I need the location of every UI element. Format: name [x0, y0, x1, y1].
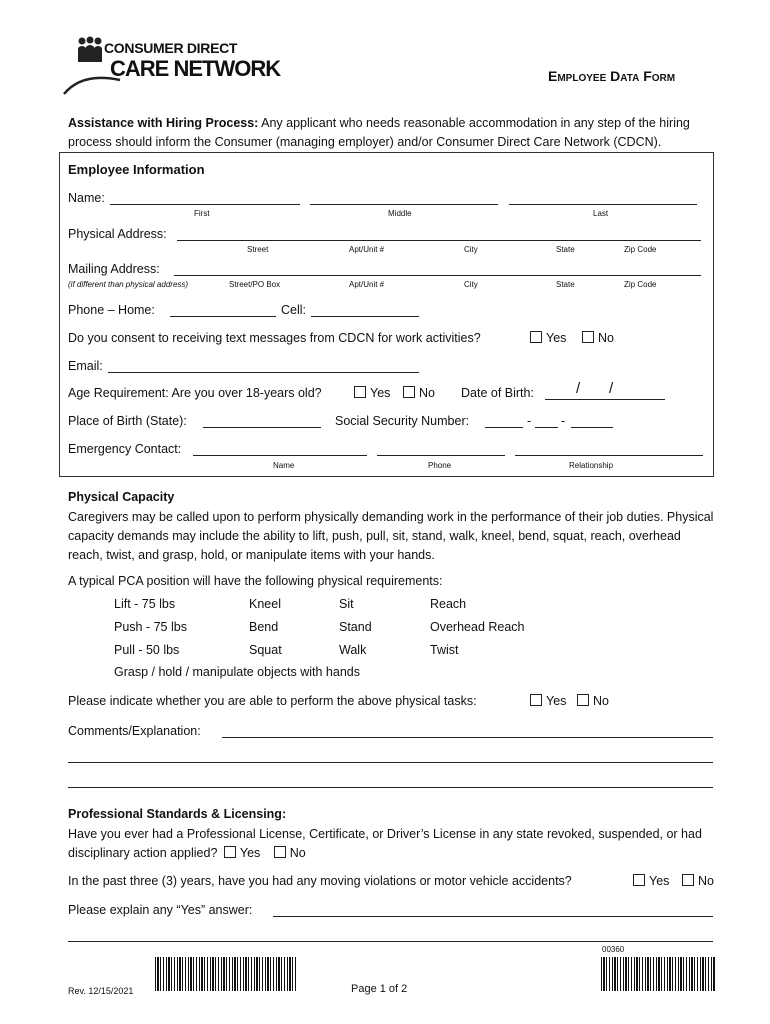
- ability-question: Please indicate whether you are able to perform the above physical tasks:: [68, 694, 477, 708]
- cell-label: Cell:: [281, 303, 307, 317]
- dob-label: Date of Birth:: [461, 386, 534, 400]
- ssn-part3-field[interactable]: [571, 427, 613, 428]
- explain-field-line-1[interactable]: [273, 916, 713, 917]
- age-no-option[interactable]: [403, 386, 435, 400]
- consent-no-checkbox[interactable]: [582, 331, 594, 343]
- name-first-field[interactable]: [110, 204, 300, 205]
- ability-yes-checkbox[interactable]: [530, 694, 542, 706]
- licensing-q2-no-checkbox[interactable]: [682, 874, 694, 886]
- ssn-part2-field[interactable]: [535, 427, 558, 428]
- ability-no-checkbox[interactable]: [577, 694, 589, 706]
- req-cell: Kneel: [249, 597, 281, 611]
- physical-sub-city: City: [464, 245, 478, 254]
- ability-yes-label: Yes: [546, 694, 567, 708]
- assistance-lead: Assistance with Hiring Process:: [68, 116, 259, 130]
- name-label: Name:: [68, 191, 105, 205]
- req-cell: Bend: [249, 620, 279, 634]
- licensing-q1-yes-label: Yes: [239, 846, 261, 860]
- physical-capacity-heading: Physical Capacity: [68, 490, 175, 504]
- birthplace-field[interactable]: [203, 427, 321, 428]
- emergency-sub-name: Name: [273, 461, 295, 470]
- mailing-sub-state: State: [556, 280, 575, 289]
- form-code: 00360: [602, 945, 625, 954]
- req-cell: Reach: [430, 597, 467, 611]
- assistance-paragraph: [68, 114, 718, 152]
- cell-field[interactable]: [311, 316, 419, 317]
- assistance-text: Any applicant who needs reasonable accommodation in any step of the hiring process should inform the Consumer (managing employer) and/or Consumer Direct Care Network (CDCN).: [68, 116, 690, 149]
- mailing-sub-street: Street/PO Box: [229, 280, 281, 289]
- ssn-label: Social Security Number:: [335, 414, 470, 428]
- physical-sub-apt: Apt/Unit #: [349, 245, 385, 254]
- phone-home-label: Phone – Home:: [68, 303, 155, 317]
- licensing-heading: Professional Standards & Licensing:: [68, 807, 287, 821]
- emergency-sub-relationship: Relationship: [569, 461, 614, 470]
- employee-info-box: [59, 152, 714, 477]
- logo-line1: CONSUMER DIRECT: [104, 40, 238, 56]
- explain-label: Please explain any “Yes” answer:: [68, 903, 253, 917]
- licensing-q2-yes-option[interactable]: [633, 874, 669, 888]
- ability-no-label: No: [593, 694, 609, 708]
- consent-no-option[interactable]: [582, 331, 614, 345]
- req-last-row: Grasp / hold / manipulate objects with hands: [114, 665, 360, 679]
- req-cell: Walk: [339, 643, 367, 657]
- physical-sub-street: Street: [247, 245, 269, 254]
- ability-yes-option[interactable]: [530, 694, 566, 708]
- phone-home-field[interactable]: [170, 316, 276, 317]
- emergency-label: Emergency Contact:: [68, 442, 182, 456]
- mailing-address-field[interactable]: [174, 275, 701, 276]
- req-cell: Pull - 50 lbs: [114, 643, 180, 657]
- physical-sub-state: State: [556, 245, 575, 254]
- comments-field-line-3[interactable]: [68, 787, 713, 788]
- licensing-q1-no-label: No: [289, 846, 306, 860]
- ssn-sep-2: -: [561, 414, 566, 428]
- licensing-q1-yes-option[interactable]: [224, 846, 260, 860]
- consent-no-label: No: [598, 331, 614, 345]
- birthplace-label: Place of Birth (State):: [68, 414, 187, 428]
- emergency-name-field[interactable]: [193, 455, 367, 456]
- name-sub-middle: Middle: [388, 209, 412, 218]
- age-yes-checkbox[interactable]: [354, 386, 366, 398]
- page-number: Page 1 of 2: [351, 983, 408, 995]
- req-cell: Squat: [249, 643, 282, 657]
- ability-no-option[interactable]: [577, 694, 609, 708]
- logo-line2: CARE NETWORK: [110, 56, 281, 81]
- req-cell: Lift - 75 lbs: [114, 597, 176, 611]
- req-cell: Sit: [339, 597, 354, 611]
- barcode-right: [601, 957, 716, 991]
- req-cell: Twist: [430, 643, 459, 657]
- email-field[interactable]: [108, 372, 419, 373]
- email-label: Email:: [68, 359, 103, 373]
- name-last-field[interactable]: [509, 204, 697, 205]
- employee-info-heading: Employee Information: [68, 162, 205, 177]
- licensing-q1-block: [68, 825, 718, 863]
- licensing-q1-no-option[interactable]: [274, 846, 306, 860]
- comments-field-line-2[interactable]: [68, 762, 713, 763]
- licensing-q1-no-checkbox[interactable]: [274, 846, 286, 858]
- comments-field-line-1[interactable]: [222, 737, 713, 738]
- age-yes-option[interactable]: [354, 386, 390, 400]
- emergency-relationship-field[interactable]: [515, 455, 703, 456]
- age-no-label: No: [419, 386, 435, 400]
- dob-sep-1: /: [576, 380, 581, 397]
- age-yes-label: Yes: [370, 386, 391, 400]
- consent-yes-checkbox[interactable]: [530, 331, 542, 343]
- emergency-sub-phone: Phone: [428, 461, 452, 470]
- physical-capacity-paragraph: Caregivers may be called upon to perform physically demanding work in the performance of their job duties. Physical capacity demands may include the ability to lift, push, pull, sit, stand, walk, kneel, bend, squat, reach, overhead reach, twist, and grasp, hold, or manipulate items with your hands.: [68, 510, 714, 562]
- req-cell: Push - 75 lbs: [114, 620, 187, 634]
- licensing-q2-no-option[interactable]: [682, 874, 714, 888]
- explain-field-line-2[interactable]: [68, 941, 713, 942]
- physical-address-label: Physical Address:: [68, 227, 167, 241]
- licensing-q1: Have you ever had a Professional License, Certificate, or Driver’s License in any state revoked, suspended, or had disciplinary action applied?: [68, 827, 702, 860]
- licensing-q2: In the past three (3) years, have you had any moving violations or motor vehicle accidents?: [68, 874, 572, 888]
- consent-yes-option[interactable]: [530, 331, 566, 345]
- licensing-q2-yes-checkbox[interactable]: [633, 874, 645, 886]
- mailing-note: (if different than physical address): [68, 280, 189, 289]
- req-cell: Stand: [339, 620, 372, 634]
- ssn-part1-field[interactable]: [485, 427, 523, 428]
- licensing-q1-yes-checkbox[interactable]: [224, 846, 236, 858]
- dob-field[interactable]: [545, 399, 665, 400]
- comments-label: Comments/Explanation:: [68, 724, 201, 738]
- logo: [62, 36, 281, 96]
- mailing-sub-zip: Zip Code: [624, 280, 657, 289]
- emergency-phone-field[interactable]: [377, 455, 505, 456]
- licensing-q2-yes-label: Yes: [649, 874, 670, 888]
- name-middle-field[interactable]: [310, 204, 498, 205]
- physical-requirements-intro: A typical PCA position will have the following physical requirements:: [68, 574, 443, 588]
- consent-question: Do you consent to receiving text messages from CDCN for work activities?: [68, 331, 481, 345]
- physical-sub-zip: Zip Code: [624, 245, 657, 254]
- age-question: Age Requirement: Are you over 18-years old?: [68, 386, 322, 400]
- mailing-sub-city: City: [464, 280, 478, 289]
- revision-date: Rev. 12/15/2021: [68, 986, 134, 996]
- dob-sep-2: /: [609, 380, 614, 397]
- mailing-address-label: Mailing Address:: [68, 262, 160, 276]
- name-sub-first: First: [194, 209, 210, 218]
- consent-yes-label: Yes: [546, 331, 567, 345]
- ssn-sep-1: -: [527, 414, 532, 428]
- age-no-checkbox[interactable]: [403, 386, 415, 398]
- name-sub-last: Last: [593, 209, 609, 218]
- physical-address-field[interactable]: [177, 240, 701, 241]
- licensing-q2-no-label: No: [698, 874, 714, 888]
- req-cell: Overhead Reach: [430, 620, 525, 634]
- mailing-sub-apt: Apt/Unit #: [349, 280, 385, 289]
- form-title: Employee Data Form: [548, 68, 676, 84]
- barcode-center: [155, 957, 298, 991]
